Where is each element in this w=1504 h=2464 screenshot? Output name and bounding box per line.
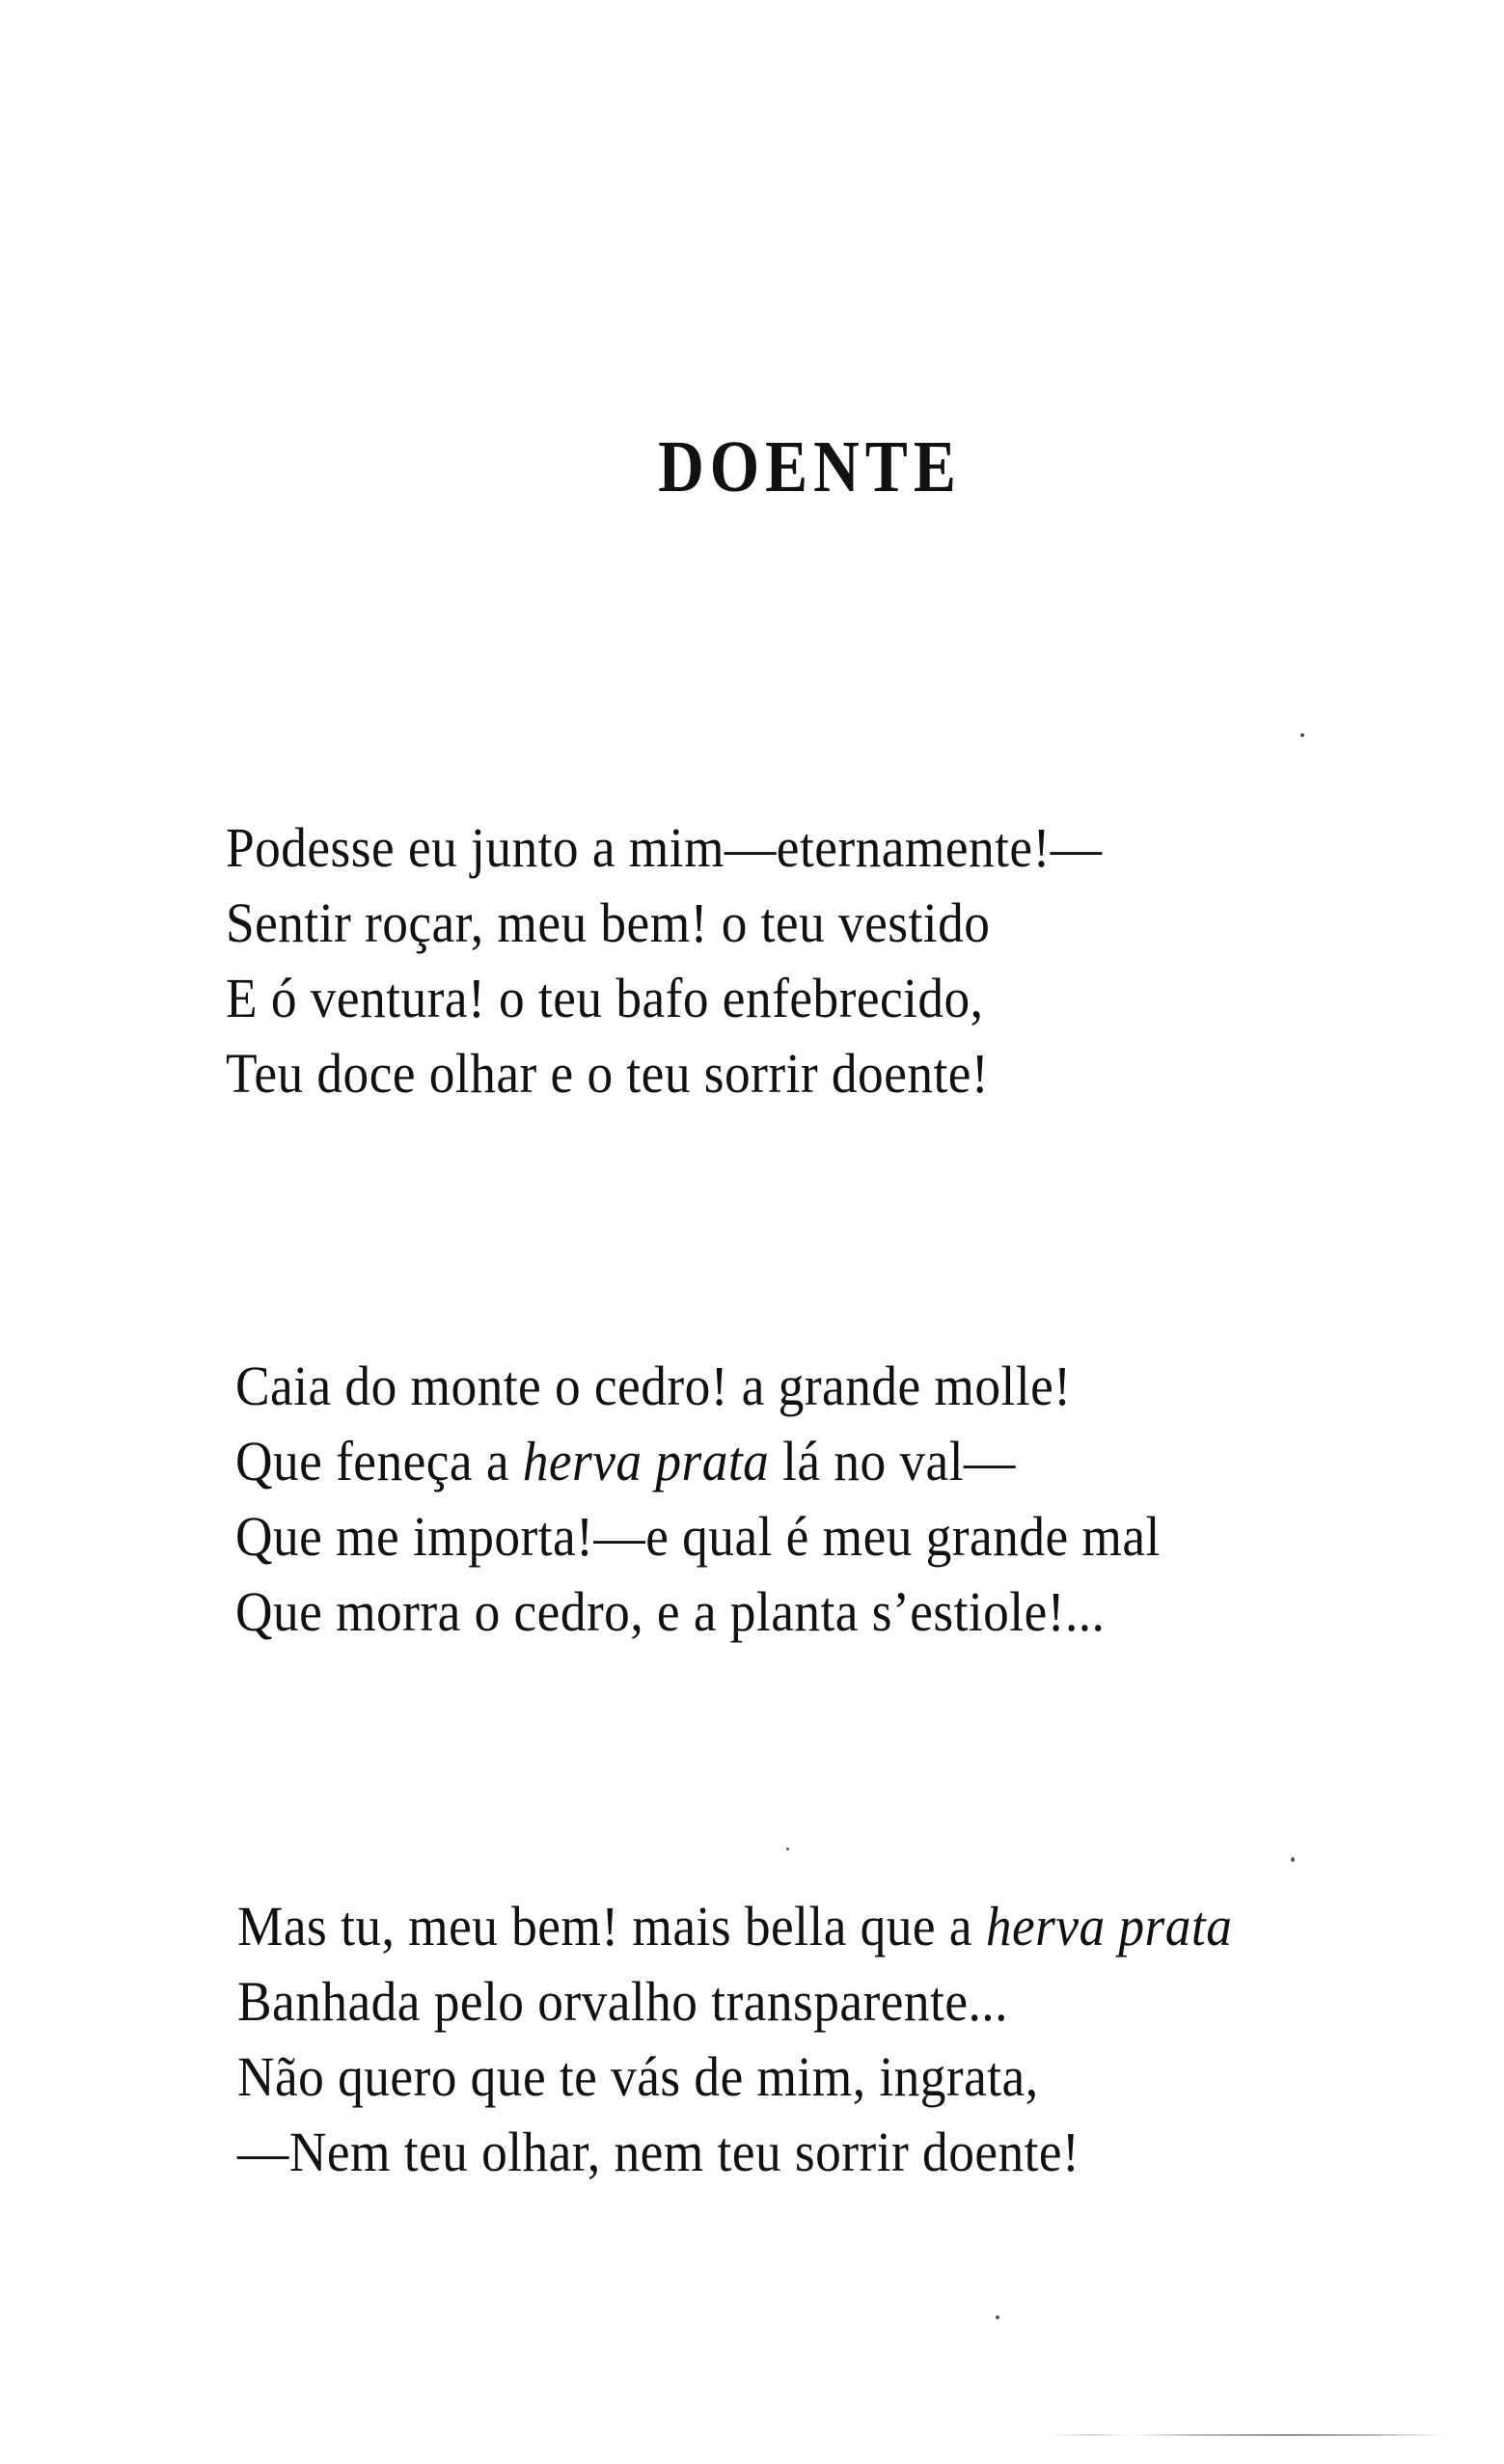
verse-line: [226, 886, 1103, 961]
poem-title: DOENTE: [658, 426, 962, 508]
stanza: [237, 1889, 1319, 2190]
print-speck: [1291, 1857, 1295, 1862]
verse-text: —Nem teu olhar, nem teu sorrir doente!: [237, 2121, 1080, 2183]
verse-line: [237, 1964, 1232, 2040]
verse-line: [235, 1499, 1161, 1574]
verse-text: Teu doce olhar e o teu sorrir doente!: [226, 1042, 990, 1105]
print-speck: [996, 2315, 999, 2319]
verse-line: [235, 1574, 1161, 1650]
stanza: [226, 810, 1179, 1111]
verse-text: lá no val—: [769, 1430, 1016, 1492]
verse-line: [235, 1424, 1161, 1499]
print-speck: [786, 1848, 789, 1850]
verse-text: Que morra o cedro, e a planta s’estiole!...: [235, 1580, 1106, 1643]
verse-line: [226, 961, 1103, 1036]
verse-italic-text: herva prata: [985, 1895, 1233, 1958]
verse-text: Que me importa!—e qual é meu grande mal: [235, 1505, 1161, 1568]
verse-text: Não quero que te vás de mim, ingrata,: [237, 2045, 1039, 2108]
print-speck: [1300, 733, 1304, 737]
page-edge-noise: [1052, 2434, 1447, 2436]
verse-text: E ó ventura! o teu bafo enfebrecido,: [226, 967, 984, 1029]
verse-text: Podesse eu junto a mim—eternamente!—: [226, 816, 1103, 879]
verse-line: [226, 810, 1103, 886]
verse-line: [235, 1349, 1161, 1424]
verse-text: Banhada pelo orvalho transparente...: [237, 1970, 1008, 2033]
verse-text: Que feneça a: [235, 1430, 523, 1492]
verse-text: Caia do monte o cedro! a grande molle!: [235, 1355, 1072, 1417]
verse-text: Mas tu, meu bem! mais bella que a: [237, 1895, 986, 1958]
verse-italic-text: herva prata: [522, 1430, 770, 1492]
stanza: [235, 1349, 1241, 1650]
verse-line: [226, 1036, 1103, 1111]
verse-text: Sentir roçar, meu bem! o teu vestido: [226, 891, 991, 954]
verse-line: [237, 1889, 1232, 1964]
verse-line: [237, 2040, 1232, 2115]
verse-line: [237, 2115, 1232, 2190]
